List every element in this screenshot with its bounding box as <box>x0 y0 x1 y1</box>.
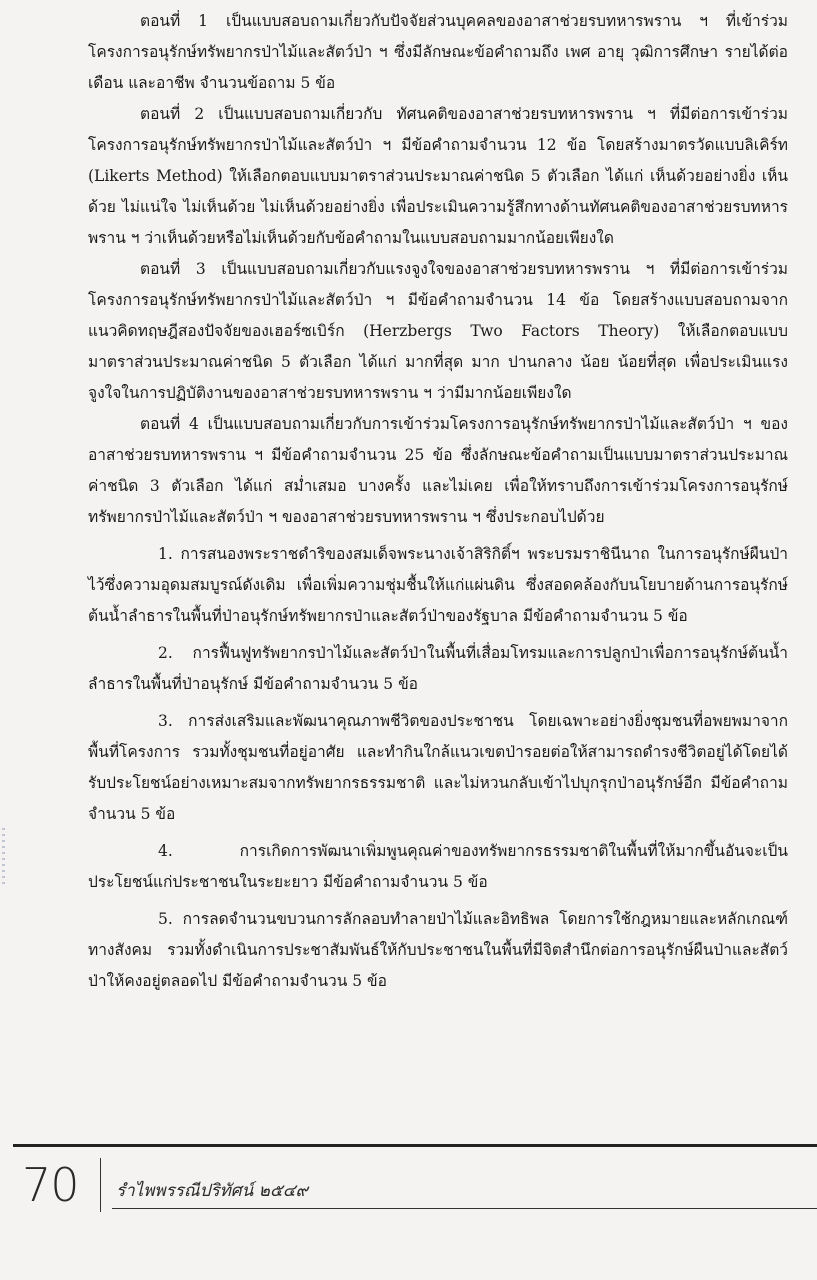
footer-divider <box>100 1158 101 1212</box>
paragraph-part-1: ตอนที่ 1 เป็นแบบสอบถามเกี่ยวกับปัจจัยส่วนบุคคลของอาสาช่วยรบทหารพราน ฯ ที่เข้าร่วมโครงการอนุรักษ์ทรัพยากรป่าไม้และสัตว์ป่า ฯ ซึ่งมีลักษณะข้อคำถามถึง เพศ อายุ วุฒิการศึกษา รายได้ต่อเดือน และอาชีพ จำนวนข้อถาม 5 ข้อ <box>88 12 788 92</box>
paragraph-part-2: ตอนที่ 2 เป็นแบบสอบถามเกี่ยวกับ ทัศนคติของอาสาช่วยรบทหารพราน ฯ ที่มีต่อการเข้าร่วมโครงการอนุรักษ์ทรัพยากรป่าไม้และสัตว์ป่า ฯ มีข้อคำถามจำนวน 12 ข้อ โดยสร้างมาตรวัดแบบลิเคิร์ท (Likerts Method) ให้เลือกตอบแบบมาตราส่วนประมาณค่าชนิด 5 ตัวเลือก ได้แก่ เห็นด้วยอย่างยิ่ง เห็นด้วย ไม่แน่ใจ ไม่เห็นด้วย ไม่เห็นด้วยอย่างยิ่ง เพื่อประเมินความรู้สึกทางด้านทัศนคติของอาสาช่วยรบทหารพราน ฯ ว่าเห็นด้วยหรือไม่เห็นด้วยกับข้อคำถามในแบบสอบถามมากน้อยเพียงใด <box>88 105 788 247</box>
page-number: 70 <box>22 1158 79 1212</box>
paragraph-part-3: ตอนที่ 3 เป็นแบบสอบถามเกี่ยวกับแรงจูงใจของอาสาช่วยรบทหารพราน ฯ ที่มีต่อการเข้าร่วมโครงการอนุรักษ์ทรัพยากรป่าไม้และสัตว์ป่า ฯ มีข้อคำถามจำนวน 14 ข้อ โดยสร้างแบบสอบถามจากแนวคิดทฤษฎีสองปัจจัยของเฮอร์ซเบิร์ก (Herzbergs Two Factors Theory) ให้เลือกตอบแบบมาตราส่วนประมาณค่าชนิด 5 ตัวเลือก ได้แก่ มากที่สุด มาก ปานกลาง น้อย น้อยที่สุด เพื่อประเมินแรงจูงใจในการปฏิบัติงานของอาสาช่วยรบทหารพราน ฯ ว่ามีมากน้อยเพียงใด <box>88 260 788 402</box>
footer-underline <box>112 1208 817 1209</box>
list-item: 1. การสนองพระราชดำริของสมเด็จพระนางเจ้าสิริกิติ์ฯ พระบรมราชินีนาถ ในการอนุรักษ์ผืนป่าไว้ซึ่งความอุดมสมบูรณ์ดังเดิม เพื่อเพิ่มความชุ่มชื้นให้แก่แผ่นดิน ซึ่งสอดคล้องกับนโยบายด้านการอนุรักษ์ต้นน้ำลำธารในพื้นที่ป่าอนุรักษ์ทรัพยากรป่าและสัตว์ป่าของรัฐบาล มีข้อคำถามจำนวน 5 ข้อ <box>88 545 788 625</box>
component-list <box>88 539 788 997</box>
list-item: 4. การเกิดการพัฒนาเพิ่มพูนคุณค่าของทรัพยากรธรรมชาติในพื้นที่ให้มากขึ้นอันจะเป็นประโยชน์แก่ประชาชนในระยะยาว มีข้อคำถามจำนวน 5 ข้อ <box>88 842 788 891</box>
scan-edge-marks <box>2 828 5 888</box>
list-item: 3. การส่งเสริมและพัฒนาคุณภาพชีวิตของประชาชน โดยเฉพาะอย่างยิ่งชุมชนที่อพยพมาจากพื้นที่โครงการ รวมทั้งชุมชนที่อยู่อาศัย และทำกินใกล้แนวเขตป่ารอยต่อให้สามารถดำรงชีวิตอยู่ได้โดยได้รับประโยชน์อย่างเหมาะสมจากทรัพยากรธรรมชาติ และไม่หวนกลับเข้าไปบุกรุกป่าอนุรักษ์อีก มีข้อคำถามจำนวน 5 ข้อ <box>88 712 788 823</box>
paragraph-part-4: ตอนที่ 4 เป็นแบบสอบถามเกี่ยวกับการเข้าร่วมโครงการอนุรักษ์ทรัพยากรป่าไม้และสัตว์ป่า ฯ ของอาสาช่วยรบทหารพราน ฯ มีข้อคำถามจำนวน 25 ข้อ ซึ่งลักษณะข้อคำถามเป็นแบบมาตราส่วนประมาณค่าชนิด 3 ตัวเลือก ได้แก่ สม่ำเสมอ บางครั้ง และไม่เคย เพื่อให้ทราบถึงการเข้าร่วมโครงการอนุรักษ์ทรัพยากรป่าไม้และสัตว์ป่า ฯ ของอาสาช่วยรบทหารพราน ฯ ซึ่งประกอบไปด้วย <box>88 415 788 526</box>
footer-rule <box>13 1144 817 1147</box>
list-item: 5. การลดจำนวนขบวนการลักลอบทำลายป่าไม้และอิทธิพล โดยการใช้กฎหมายและหลักเกณฑ์ทางสังคม รวมทั้งดำเนินการประชาสัมพันธ์ให้กับประชาชนในพื้นที่มีจิตสำนึกต่อการอนุรักษ์ผืนป่าและสัตว์ป่าให้คงอยู่ตลอดไป มีข้อคำถามจำนวน 5 ข้อ <box>88 910 788 990</box>
journal-title: รำไพพรรณีปริทัศน์ ๒๕๔๙ <box>116 1181 309 1201</box>
list-item: 2. การฟื้นฟูทรัพยากรป่าไม้และสัตว์ป่าในพื้นที่เสื่อมโทรมและการปลูกป่าเพื่อการอนุรักษ์ต้นน้ำลำธารในพื้นที่ป่าอนุรักษ์ มีข้อคำถามจำนวน 5 ข้อ <box>88 644 788 693</box>
page-body <box>88 0 788 1080</box>
